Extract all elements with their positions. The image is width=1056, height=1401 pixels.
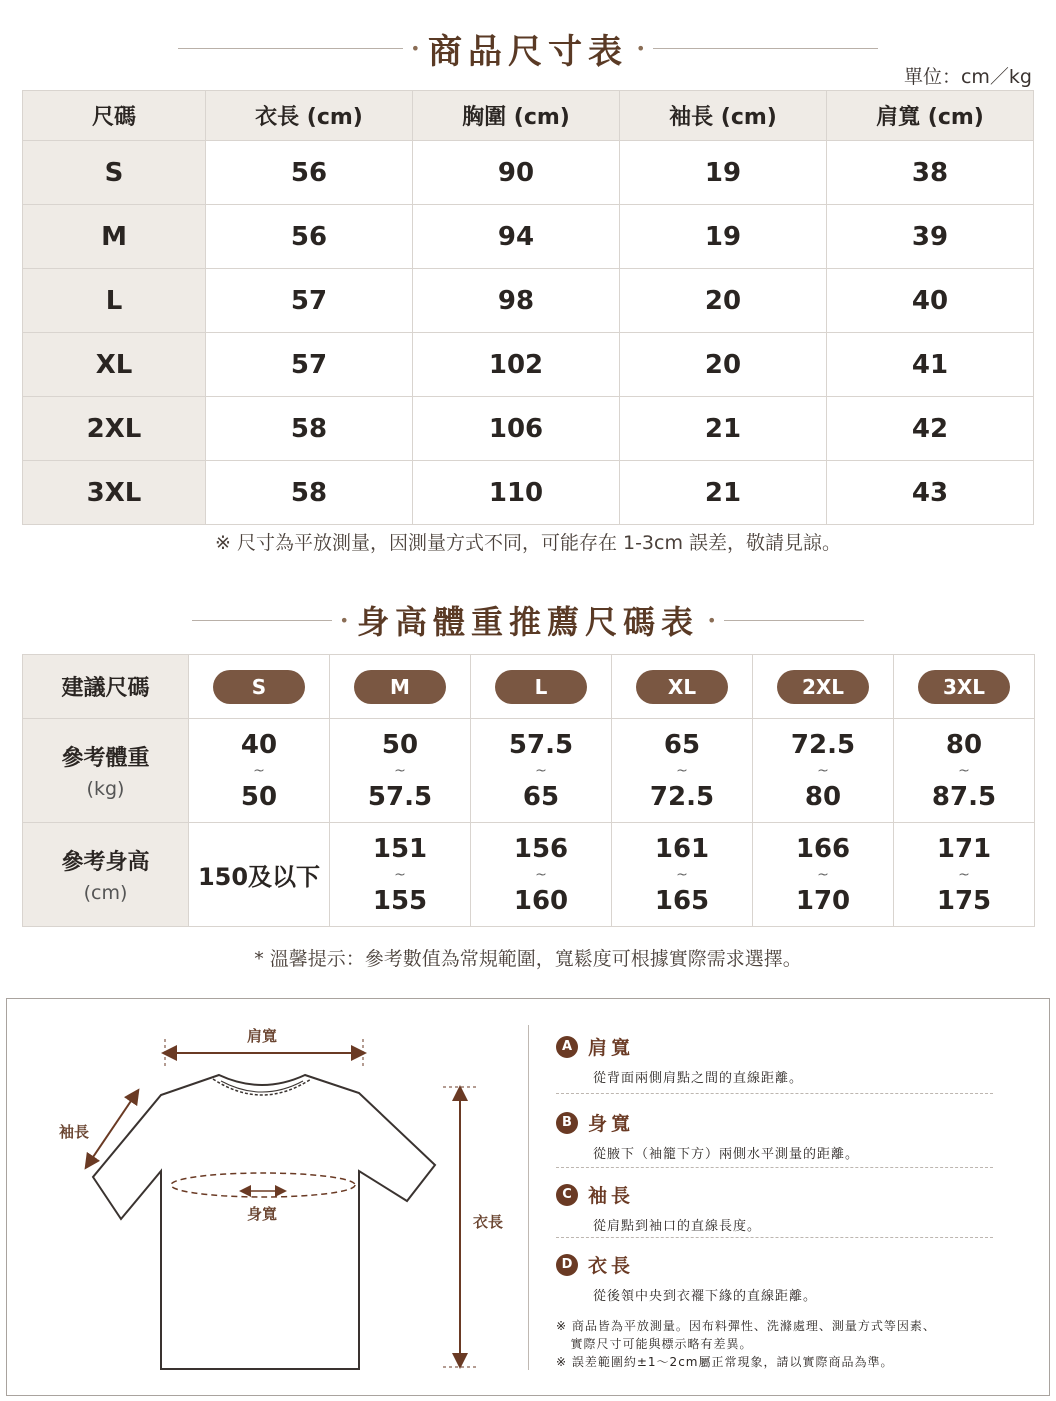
shoulder-cell: 40 xyxy=(827,269,1034,333)
weight-cell xyxy=(612,719,753,823)
weight-max: 80 xyxy=(804,781,842,812)
weight-cell xyxy=(471,719,612,823)
measure-item-c xyxy=(556,1181,762,1234)
tilde: ~ xyxy=(535,762,547,779)
measure-item-a xyxy=(556,1033,804,1086)
height-row xyxy=(23,823,1035,927)
size-pill: S xyxy=(213,670,305,704)
size-pill-cell xyxy=(894,655,1035,719)
weight-cell xyxy=(330,719,471,823)
fine-print-line: ※ 商品皆為平放測量。因布料彈性、洗滌處理、測量方式等因素、 xyxy=(556,1319,936,1333)
item-desc: 從肩點到袖口的直線長度。 xyxy=(593,1219,762,1234)
title-dot: • xyxy=(707,610,717,630)
size-cell: XL xyxy=(23,333,206,397)
length-label: 衣長 xyxy=(473,1213,504,1231)
size-pill-cell xyxy=(471,655,612,719)
height-max: 155 xyxy=(372,885,428,916)
shoulder-label: 肩寬 xyxy=(247,1027,278,1045)
length-cell: 56 xyxy=(206,141,413,205)
chest-cell: 90 xyxy=(413,141,620,205)
chest-ellipse xyxy=(171,1173,355,1197)
shoulder-cell: 38 xyxy=(827,141,1034,205)
column-header: 胸圍 (cm) xyxy=(413,91,620,141)
size-table xyxy=(22,90,1034,525)
table-row xyxy=(23,397,1034,461)
table-row xyxy=(23,461,1034,525)
item-title: 身寬 xyxy=(588,1113,635,1135)
size-table-title-row xyxy=(0,26,1056,70)
weight-unit: (kg) xyxy=(86,778,125,800)
height-min: 166 xyxy=(795,833,851,864)
weight-cell xyxy=(894,719,1035,823)
tilde: ~ xyxy=(958,866,970,883)
height-cell xyxy=(753,823,894,927)
size-pill-cell xyxy=(189,655,330,719)
sleeve-cell: 20 xyxy=(620,269,827,333)
size-cell: M xyxy=(23,205,206,269)
size-pill-cell xyxy=(330,655,471,719)
sleeve-label: 袖長 xyxy=(59,1123,90,1141)
height-cell xyxy=(471,823,612,927)
title-divider xyxy=(192,620,332,621)
size-pill: M xyxy=(354,670,446,704)
size-pill: XL xyxy=(636,670,728,704)
size-cell: S xyxy=(23,141,206,205)
height-max: 165 xyxy=(654,885,710,916)
size-pill-cell xyxy=(753,655,894,719)
tshirt-illustration xyxy=(7,999,527,1395)
length-cell: 57 xyxy=(206,269,413,333)
column-header: 肩寬 (cm) xyxy=(827,91,1034,141)
measurement-diagram xyxy=(6,998,1050,1396)
weight-label: 參考體重 xyxy=(61,746,150,771)
size-pill: 3XL xyxy=(918,670,1010,704)
weight-max: 65 xyxy=(522,781,560,812)
tilde: ~ xyxy=(394,866,406,883)
recommend-title-row xyxy=(0,598,1056,642)
measure-item-d xyxy=(556,1251,818,1304)
height-cell xyxy=(612,823,753,927)
column-header: 尺碼 xyxy=(23,91,206,141)
table-row xyxy=(23,333,1034,397)
item-divider xyxy=(556,1093,993,1094)
weight-max: 50 xyxy=(240,781,278,812)
sleeve-cell: 21 xyxy=(620,461,827,525)
unit-label: 單位：cm／kg xyxy=(903,66,1032,88)
height-cell: 150及以下 xyxy=(189,823,330,927)
fine-print-line: 實際尺寸可能與標示略有差異。 xyxy=(556,1337,753,1351)
tilde: ~ xyxy=(817,762,829,779)
item-divider xyxy=(556,1237,993,1238)
item-divider xyxy=(556,1167,993,1168)
chest-cell: 98 xyxy=(413,269,620,333)
tilde: ~ xyxy=(535,866,547,883)
sleeve-cell: 21 xyxy=(620,397,827,461)
item-title: 肩寬 xyxy=(588,1037,635,1059)
size-table-header-row xyxy=(23,91,1034,141)
height-max: 175 xyxy=(936,885,992,916)
tilde: ~ xyxy=(676,866,688,883)
measure-item-b xyxy=(556,1109,860,1162)
shoulder-cell: 43 xyxy=(827,461,1034,525)
shoulder-cell: 39 xyxy=(827,205,1034,269)
tilde: ~ xyxy=(253,762,265,779)
title-dot: • xyxy=(636,38,646,58)
weight-max: 87.5 xyxy=(931,781,997,812)
height-min: 156 xyxy=(513,833,569,864)
item-desc: 從背面兩側肩點之間的直線距離。 xyxy=(593,1071,804,1086)
length-cell: 58 xyxy=(206,461,413,525)
weight-min: 40 xyxy=(240,729,278,760)
shoulder-cell: 42 xyxy=(827,397,1034,461)
recommend-table-title: 身高體重推薦尺碼表 xyxy=(356,603,699,641)
length-cell: 56 xyxy=(206,205,413,269)
collar-stitch xyxy=(213,1079,311,1095)
height-unit: (cm) xyxy=(83,882,128,904)
weight-min: 72.5 xyxy=(790,729,856,760)
weight-cell xyxy=(189,719,330,823)
chest-cell: 102 xyxy=(413,333,620,397)
height-row-label xyxy=(23,823,189,927)
recommend-note: * 溫馨提示：參考數值為常規範圍，寬鬆度可根據實際需求選擇。 xyxy=(254,948,802,970)
size-pill: L xyxy=(495,670,587,704)
column-header: 袖長 (cm) xyxy=(620,91,827,141)
badge-d: D xyxy=(556,1254,578,1276)
weight-cell xyxy=(753,719,894,823)
tilde: ~ xyxy=(676,762,688,779)
length-cell: 57 xyxy=(206,333,413,397)
tilde: ~ xyxy=(817,866,829,883)
length-cell: 58 xyxy=(206,397,413,461)
chest-label: 身寬 xyxy=(247,1205,278,1223)
recommend-table xyxy=(22,654,1035,927)
height-cell xyxy=(330,823,471,927)
height-min: 161 xyxy=(654,833,710,864)
sleeve-cell: 20 xyxy=(620,333,827,397)
height-max: 170 xyxy=(795,885,851,916)
collar-inner xyxy=(221,1081,303,1092)
size-cell: 2XL xyxy=(23,397,206,461)
table-row xyxy=(23,141,1034,205)
title-divider xyxy=(724,620,864,621)
size-pill-cell xyxy=(612,655,753,719)
weight-max: 72.5 xyxy=(649,781,715,812)
column-header: 衣長 (cm) xyxy=(206,91,413,141)
fine-print-line: ※ 誤差範圍約±1～2cm屬正常現象，請以實際商品為準。 xyxy=(556,1355,894,1369)
sleeve-cell: 19 xyxy=(620,205,827,269)
height-label: 參考身高 xyxy=(61,850,150,875)
size-cell: 3XL xyxy=(23,461,206,525)
chest-cell: 94 xyxy=(413,205,620,269)
tilde: ~ xyxy=(958,762,970,779)
height-min: 151 xyxy=(372,833,428,864)
size-row xyxy=(23,655,1035,719)
height-cell xyxy=(894,823,1035,927)
title-divider xyxy=(653,48,878,49)
weight-min: 50 xyxy=(381,729,419,760)
tilde: ~ xyxy=(394,762,406,779)
badge-c: C xyxy=(556,1184,578,1206)
weight-min: 65 xyxy=(663,729,701,760)
table-row xyxy=(23,269,1034,333)
height-min: 171 xyxy=(936,833,992,864)
size-cell: L xyxy=(23,269,206,333)
size-pill: 2XL xyxy=(777,670,869,704)
size-row-label: 建議尺碼 xyxy=(23,655,189,719)
size-table-note: ※ 尺寸為平放測量，因測量方式不同，可能存在 1-3cm 誤差，敬請見諒。 xyxy=(214,532,842,554)
weight-min: 57.5 xyxy=(508,729,574,760)
size-table-title: 商品尺寸表 xyxy=(428,31,628,72)
item-title: 袖長 xyxy=(588,1185,635,1207)
item-title: 衣長 xyxy=(588,1255,635,1277)
title-dot: • xyxy=(410,38,420,58)
chest-cell: 106 xyxy=(413,397,620,461)
table-row xyxy=(23,205,1034,269)
weight-min: 80 xyxy=(945,729,983,760)
weight-max: 57.5 xyxy=(367,781,433,812)
title-dot: • xyxy=(339,610,349,630)
weight-row xyxy=(23,719,1035,823)
shoulder-cell: 41 xyxy=(827,333,1034,397)
diagram-divider xyxy=(528,1025,529,1370)
item-desc: 從後領中央到衣襬下緣的直線距離。 xyxy=(593,1289,818,1304)
badge-a: A xyxy=(556,1036,578,1058)
badge-b: B xyxy=(556,1112,578,1134)
chest-cell: 110 xyxy=(413,461,620,525)
title-divider xyxy=(178,48,403,49)
item-desc: 從腋下（袖籠下方）兩側水平測量的距離。 xyxy=(593,1147,860,1162)
weight-row-label xyxy=(23,719,189,823)
height-max: 160 xyxy=(513,885,569,916)
sleeve-cell: 19 xyxy=(620,141,827,205)
